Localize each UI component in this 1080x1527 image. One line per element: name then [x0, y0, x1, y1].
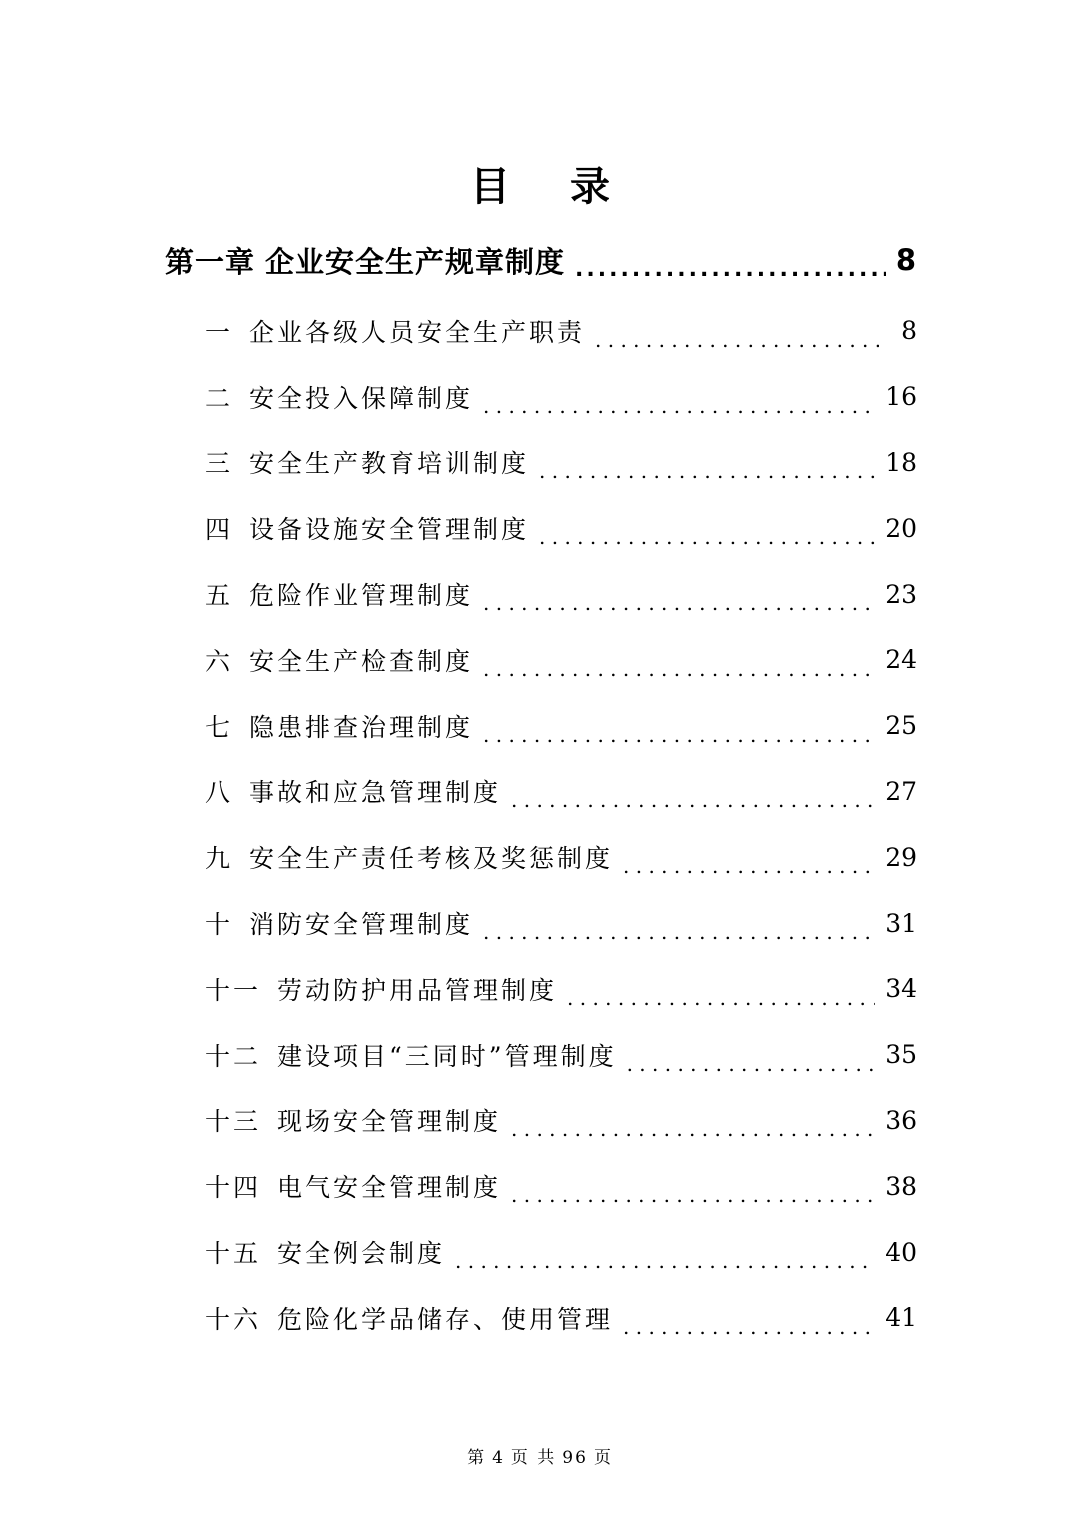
toc-entry-page-number: 38: [885, 1171, 917, 1201]
toc-entry[interactable]: [205, 693, 917, 759]
dot-leader: [567, 986, 875, 1022]
toc-entry-page-number: 24: [885, 645, 917, 675]
dot-leader: [483, 657, 875, 693]
toc-entry[interactable]: [205, 430, 917, 496]
toc-entry-label: 危险化学品储存、使用管理: [277, 1304, 614, 1334]
toc-entry[interactable]: [205, 627, 917, 693]
toc-entry-page-number: 35: [885, 1040, 917, 1070]
dot-leader: [483, 920, 875, 956]
toc-entry[interactable]: [205, 759, 917, 825]
footer-prefix: 第: [467, 1448, 487, 1468]
toc-entry-page-number: 23: [885, 579, 917, 609]
toc-entry-label: 消防安全管理制度: [249, 910, 474, 940]
dot-leader: [455, 1249, 875, 1285]
toc-entry-number: 十六: [205, 1304, 262, 1334]
toc-entry-label: 隐患排查治理制度: [249, 712, 474, 742]
toc-entry-page-number: 18: [885, 447, 917, 477]
toc-entry-number: 十五: [205, 1239, 262, 1269]
toc-entry[interactable]: [205, 1285, 917, 1351]
dot-leader: [483, 723, 875, 759]
toc-entry-page-number: 36: [885, 1105, 917, 1135]
toc-entry[interactable]: [205, 561, 917, 627]
toc-entry-number: 十二: [205, 1041, 262, 1071]
toc-entry[interactable]: [205, 1153, 917, 1219]
title-char-2: 录: [570, 163, 610, 210]
footer-mid: 页 共: [510, 1448, 557, 1468]
dot-leader: [575, 257, 886, 286]
toc-entry-number: 十四: [205, 1173, 262, 1203]
toc-entry-page-number: 20: [885, 513, 917, 543]
toc-entry-label: 安全生产教育培训制度: [249, 449, 530, 479]
toc-entry-number: 十一: [205, 975, 262, 1005]
dot-leader: [483, 394, 875, 430]
toc-entry-label: 现场安全管理制度: [277, 1107, 502, 1137]
dot-leader: [627, 1052, 876, 1088]
toc-entry-page-number: 8: [901, 316, 917, 346]
footer-total-pages: 96: [562, 1448, 588, 1468]
dot-leader: [595, 328, 879, 364]
toc-chapter-row[interactable]: [165, 234, 917, 286]
toc-entry-label: 安全生产责任考核及奖惩制度: [249, 844, 614, 874]
toc-entry[interactable]: [205, 298, 917, 364]
toc-entry-label: 安全例会制度: [277, 1239, 446, 1269]
toc-entry-label: 设备设施安全管理制度: [249, 515, 530, 545]
toc-entry-number: 四: [205, 515, 234, 545]
chapter-page-number: 8: [895, 243, 917, 277]
toc-entry[interactable]: [205, 956, 917, 1022]
toc-entry-label: 安全生产检查制度: [249, 646, 474, 676]
page-title: [0, 148, 1080, 218]
dot-leader: [511, 1117, 875, 1153]
footer-suffix: 页: [593, 1448, 613, 1468]
toc-entry-number: 三: [205, 449, 234, 479]
toc-entry-page-number: 16: [885, 382, 917, 412]
chapter-number: 第一章: [165, 244, 256, 279]
toc-entry[interactable]: [205, 1022, 917, 1088]
toc-entry[interactable]: [205, 890, 917, 956]
dot-leader: [539, 525, 875, 561]
toc-entry[interactable]: [205, 1219, 917, 1285]
dot-leader: [623, 854, 875, 890]
toc-entry-page-number: 29: [885, 842, 917, 872]
title-char-1: 目: [470, 163, 510, 210]
toc-entry-label: 安全投入保障制度: [249, 383, 474, 413]
toc-entry-number: 九: [205, 844, 234, 874]
toc-entry-label: 事故和应急管理制度: [249, 778, 502, 808]
toc-entry-label: 电气安全管理制度: [277, 1173, 502, 1203]
toc-entries: [205, 298, 917, 1351]
page-footer: [0, 1443, 1080, 1468]
toc-entry-label: 建设项目“三同时”管理制度: [277, 1041, 617, 1071]
toc-entry-label: 企业各级人员安全生产职责: [249, 317, 586, 347]
dot-leader: [511, 788, 875, 824]
toc-entry[interactable]: [205, 1088, 917, 1154]
toc-entry-number: 十三: [205, 1107, 262, 1137]
dot-leader: [623, 1315, 875, 1351]
toc-entry-number: 二: [205, 383, 234, 413]
toc-entry[interactable]: [205, 824, 917, 890]
dot-leader: [483, 591, 875, 627]
toc-entry-number: 六: [205, 646, 234, 676]
dot-leader: [539, 459, 875, 495]
toc-entry-label: 危险作业管理制度: [249, 581, 474, 611]
toc-entry-number: 七: [205, 712, 234, 742]
footer-current-page: 4: [492, 1448, 505, 1468]
toc-entry-page-number: 41: [885, 1303, 917, 1333]
toc-entry[interactable]: [205, 495, 917, 561]
toc-entry-number: 八: [205, 778, 234, 808]
toc-entry[interactable]: [205, 364, 917, 430]
toc-entry-number: 十: [205, 910, 234, 940]
toc-entry-number: 五: [205, 581, 234, 611]
toc-entry-page-number: 27: [885, 776, 917, 806]
chapter-label: 企业安全生产规章制度: [265, 244, 566, 279]
toc-entry-page-number: 40: [885, 1237, 917, 1267]
toc-entry-page-number: 25: [885, 711, 917, 741]
toc-entry-page-number: 31: [885, 908, 917, 938]
toc-entry-label: 劳动防护用品管理制度: [277, 975, 558, 1005]
toc-entry-number: 一: [205, 317, 234, 347]
dot-leader: [511, 1183, 875, 1219]
toc-entry-page-number: 34: [885, 974, 917, 1004]
